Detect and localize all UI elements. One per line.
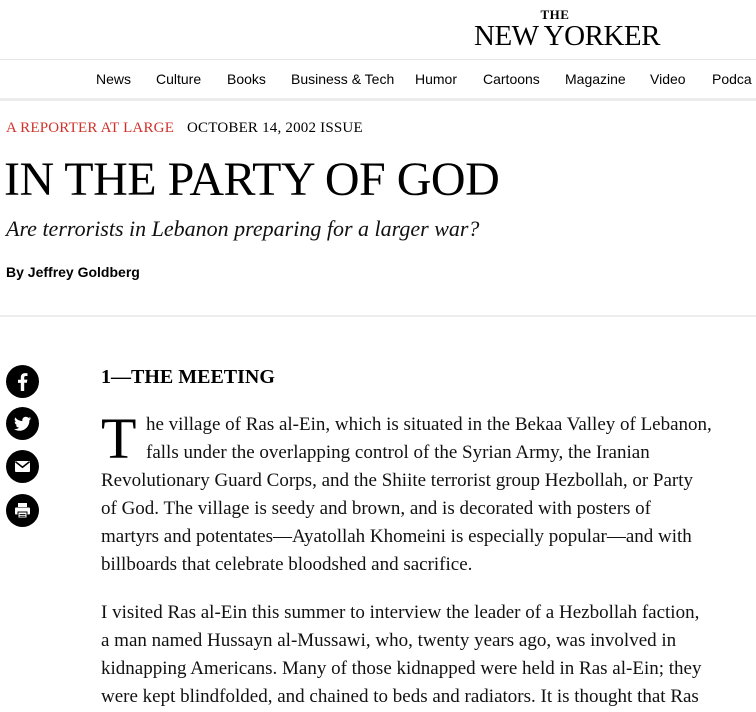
share-twitter-button[interactable] xyxy=(6,407,39,440)
paragraph-line: he village of Ras al-Ein, which is situated in the Bekaa Valley of Lebanon, xyxy=(146,414,712,435)
byline-author-link[interactable]: Jeffrey Goldberg xyxy=(27,264,140,280)
issue-link[interactable]: OCTOBER 14, 2002 ISSUE xyxy=(187,120,363,136)
paragraph-line: were kept blindfolded, and chained to beds and radiators. It is thought that Ras xyxy=(101,686,699,707)
paragraph-line: martyrs and potentates—Ayatollah Khomeini is especially popular—and with xyxy=(101,526,692,547)
byline xyxy=(6,264,140,280)
nav-item-business-tech[interactable]: Business & Tech xyxy=(291,71,395,87)
paragraph-line: Revolutionary Guard Corps, and the Shiite terrorist group Hezbollah, or Party xyxy=(101,470,694,491)
body-paragraph-1 xyxy=(101,406,741,579)
byline-prefix: By xyxy=(6,264,28,280)
nav-item-humor[interactable]: Humor xyxy=(415,71,458,87)
nav-item-books[interactable]: Books xyxy=(227,71,266,87)
main-nav xyxy=(0,60,756,101)
paragraph-line: of God. The village is seedy and brown, and is decorated with posters of xyxy=(101,498,651,519)
paragraph-line: I visited Ras al-Ein this summer to interview the leader of a Hezbollah faction, xyxy=(101,602,700,623)
nav-item-news[interactable]: News xyxy=(96,71,132,87)
paragraph-line: billboards that celebrate bloodshed and sacrifice. xyxy=(101,554,473,575)
article-headline: IN THE PARTY OF GOD xyxy=(4,153,500,206)
facebook-icon xyxy=(6,365,39,398)
nav-item-video[interactable]: Video xyxy=(650,71,686,87)
nav-item-magazine[interactable]: Magazine xyxy=(565,71,626,87)
logo-the: THE xyxy=(540,7,570,22)
paragraph-line: kidnapping Americans. Many of those kidnapped were held in Ras al-Ein; they xyxy=(101,658,702,679)
email-icon xyxy=(6,450,39,483)
share-email-button[interactable] xyxy=(6,450,39,483)
drop-cap: T xyxy=(101,406,137,471)
masthead xyxy=(0,0,756,60)
nav-item-cartoons[interactable]: Cartoons xyxy=(483,71,540,87)
paragraph-line: falls under the overlapping control of the Syrian Army, the Iranian xyxy=(146,442,650,463)
share-print-button[interactable] xyxy=(6,494,39,527)
share-facebook-button[interactable] xyxy=(6,365,39,398)
twitter-icon xyxy=(6,407,39,440)
new-yorker-logo[interactable] xyxy=(474,7,660,52)
logo-wordmark: NEW YORKER xyxy=(474,20,660,52)
article-dek: Are terrorists in Lebanon preparing for a larger war? xyxy=(6,216,480,241)
nav-item-culture[interactable]: Culture xyxy=(156,71,202,87)
nav-item-podcasts[interactable]: Podca xyxy=(712,71,752,87)
section-heading: 1—THE MEETING xyxy=(101,366,275,388)
header-divider xyxy=(0,315,756,317)
body-paragraph-2 xyxy=(101,599,741,711)
paragraph-line: a man named Hussayn al-Mussawi, who, twenty years ago, was involved in xyxy=(101,630,677,651)
print-icon xyxy=(6,494,39,527)
rubric-link[interactable]: A REPORTER AT LARGE xyxy=(6,120,175,136)
